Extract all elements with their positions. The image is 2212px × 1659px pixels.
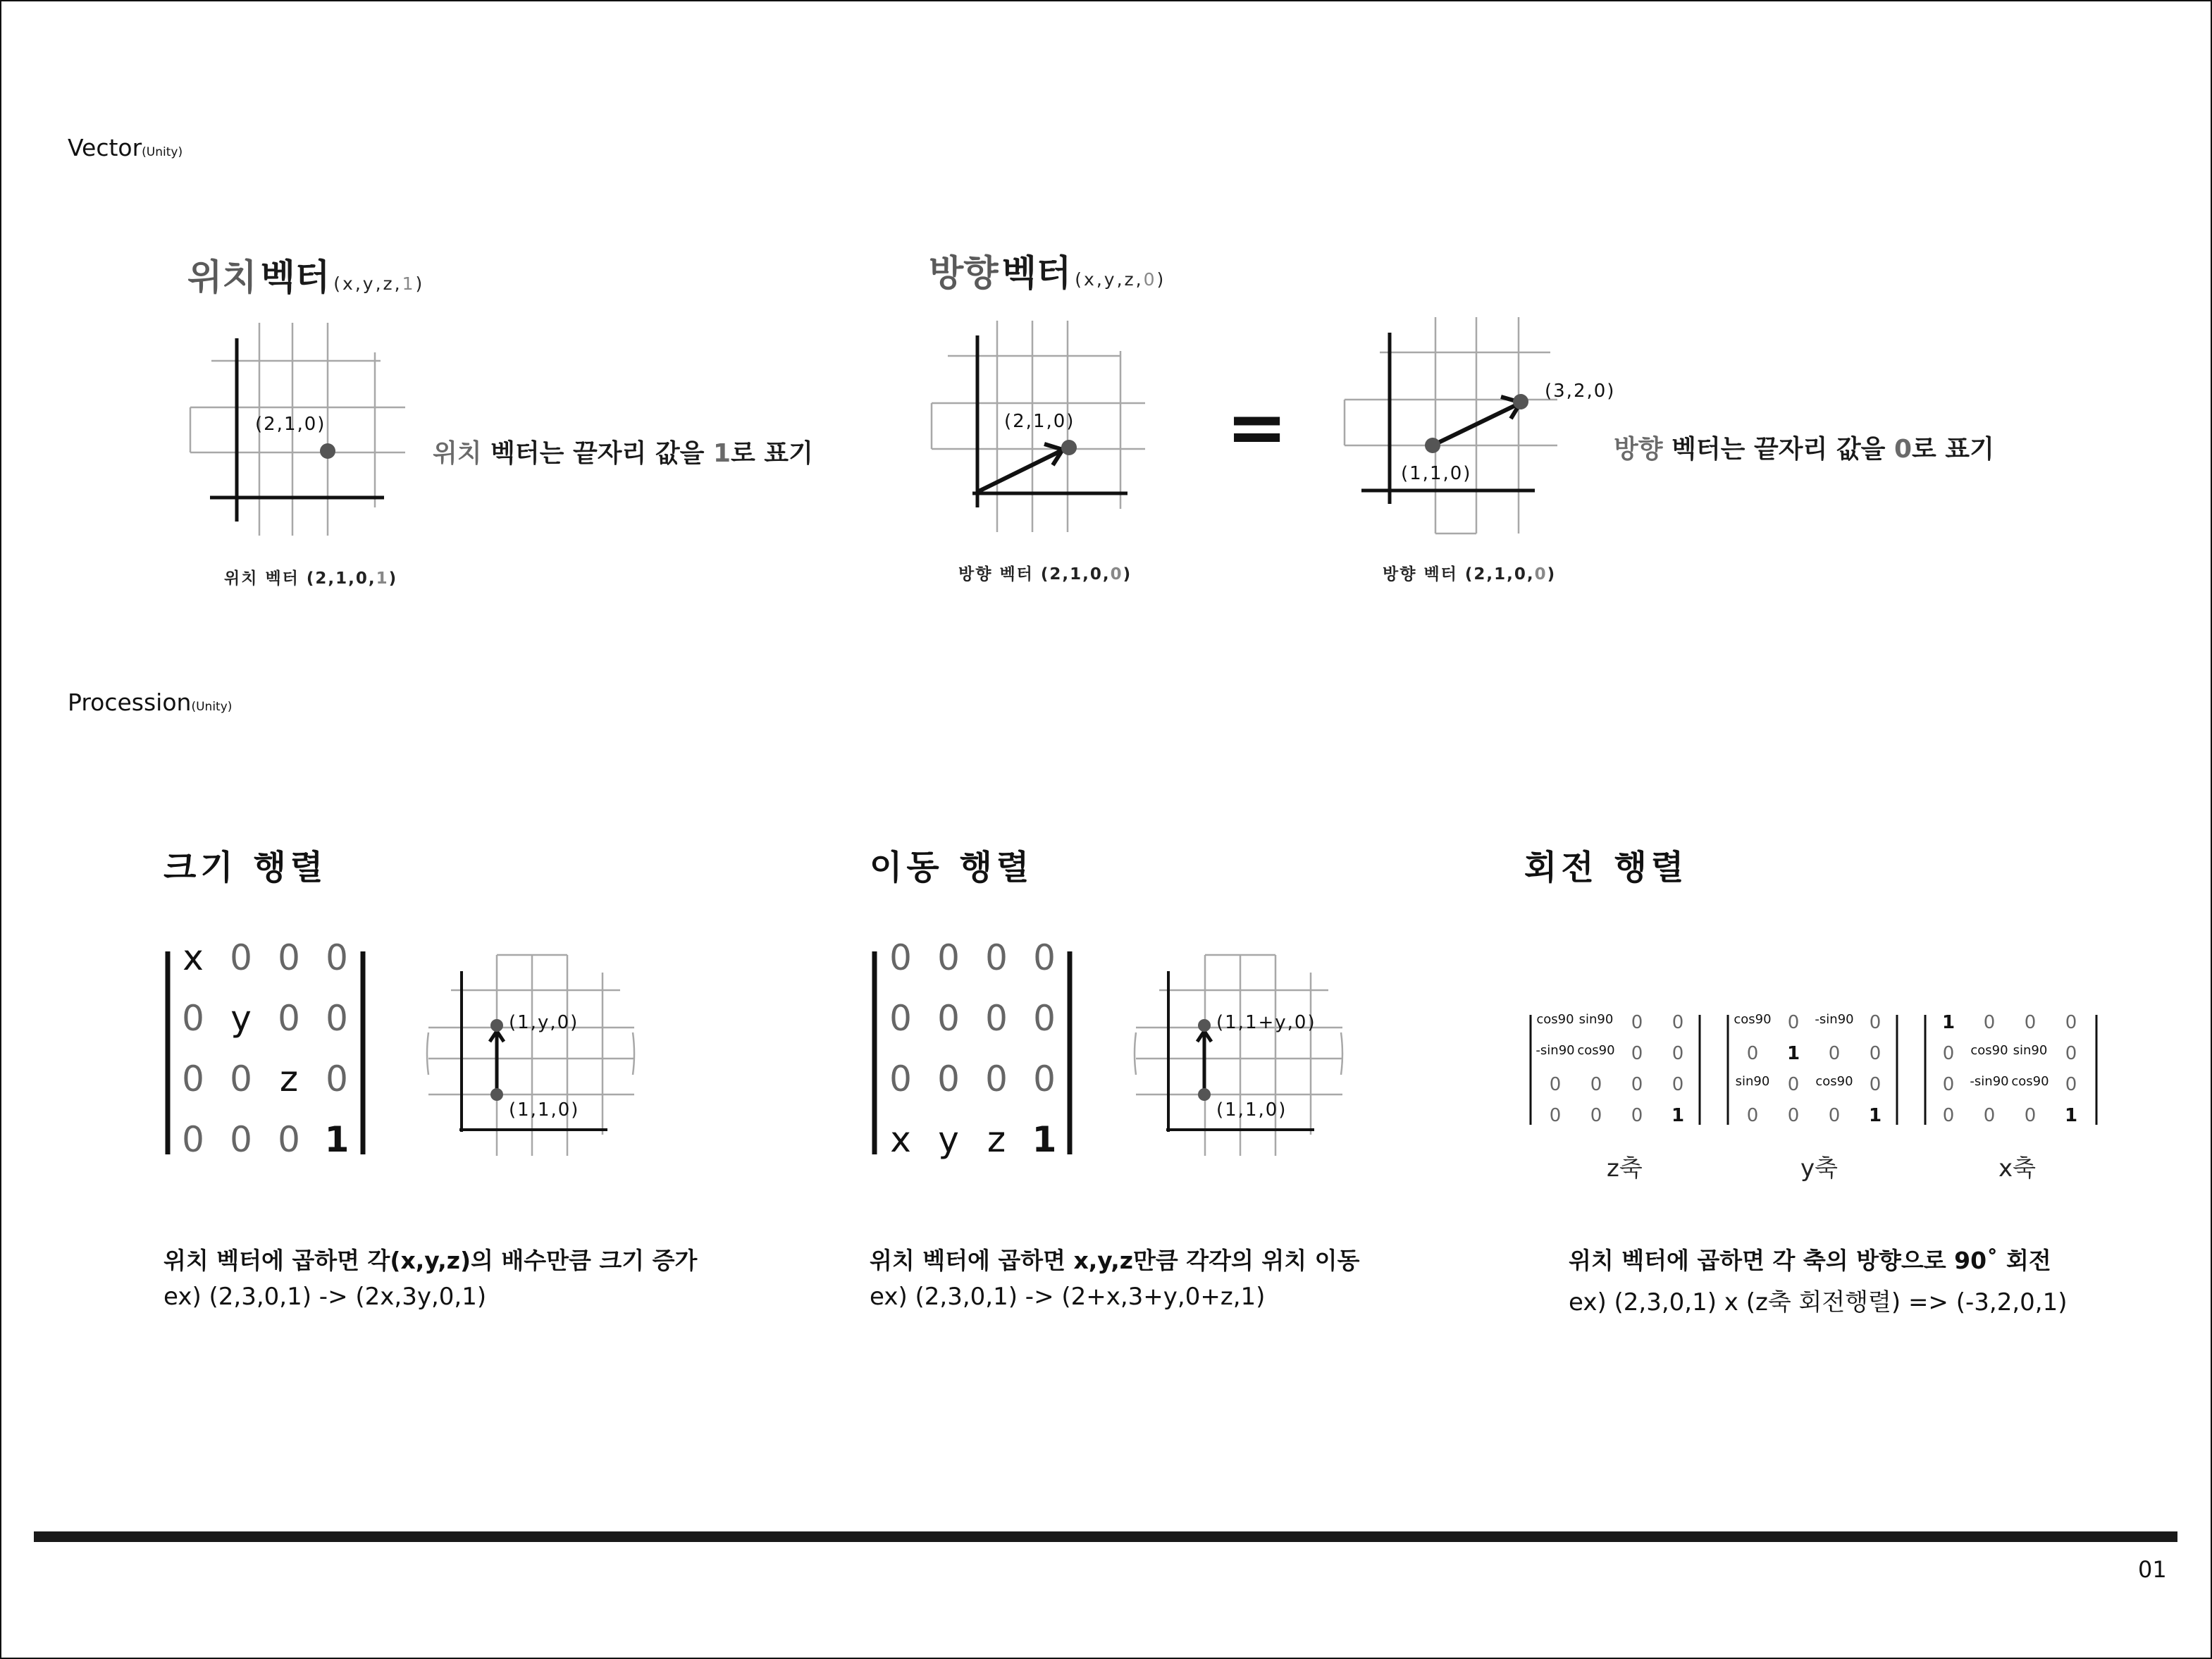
rotation-y-label: y축 [1800,1154,1838,1183]
matrix-cell: 0 [985,937,1008,978]
matrix-cell: x [183,937,204,978]
matrix-cell: 0 [2065,1074,2077,1095]
direction-left-point [1061,440,1077,455]
translation-example: ex) (2,3,0,1) -> (2+x,3+y,0+z,1) [870,1283,1266,1311]
matrix-cell: 1 [1941,1012,1955,1033]
direction-right-start-point [1425,438,1440,453]
matrix-cell: 0 [278,937,300,978]
matrix-cell: 1 [2064,1105,2078,1126]
matrix-cell: 0 [1869,1074,1882,1095]
translation-bottom-point [1198,1088,1211,1101]
matrix-cell: 0 [1942,1043,1955,1064]
direction-note: 방향 벡터는 끝자리 값을 0로 표기 [1614,435,1994,464]
rotation-matrix-title: 회전 행렬 [1524,848,1688,887]
matrix-cell: 0 [326,937,348,978]
matrix-cell: 0 [230,1059,252,1099]
rotation-example: ex) (2,3,0,1) x (z축 회전행렬) => (-3,2,0,1) [1569,1288,2068,1316]
direction-right-end-label: (3,2,0) [1545,381,1616,402]
matrix-cell: 0 [1746,1105,1759,1126]
matrix-cell: 0 [1828,1105,1841,1126]
matrix-cell: 0 [182,998,204,1039]
matrix-cell: y [230,998,252,1039]
matrix-cell: cos90 [1536,1012,1574,1027]
scale-example: ex) (2,3,0,1) -> (2x,3y,0,1) [163,1283,487,1311]
matrix-cell: 0 [326,1059,348,1099]
matrix-cell: 0 [182,1119,204,1160]
matrix-cell: 0 [1869,1012,1882,1033]
matrix-cell: 0 [1549,1074,1562,1095]
matrix-cell: 0 [1746,1043,1759,1064]
scale-graph [427,955,634,1156]
matrix-cell: sin90 [1735,1074,1770,1089]
translation-top-point [1198,1019,1211,1032]
matrix-cell: 0 [1631,1105,1643,1126]
matrix-cell: 0 [2065,1043,2077,1064]
matrix-cell: 0 [1631,1043,1643,1064]
matrix-cell: 1 [1032,1119,1057,1160]
position-vector-heading: 위치 벡터 (x,y,z,1) [187,257,425,299]
matrix-cell: sin90 [2013,1043,2048,1058]
matrix-cell: cos90 [2011,1074,2049,1089]
matrix-cell: 0 [937,998,960,1039]
translation-bottom-label: (1,1,0) [1216,1099,1287,1121]
matrix-cell: 0 [1631,1012,1643,1033]
matrix-cell: cos90 [1815,1074,1853,1089]
matrix-cell: 0 [1869,1043,1882,1064]
matrix-cell: 1 [1868,1105,1882,1126]
scale-matrix-title: 크기 행렬 [163,848,328,887]
matrix-cell: 0 [985,998,1008,1039]
scale-description: 위치 벡터에 곱하면 각(x,y,z)의 배수만큼 크기 증가 [163,1247,698,1274]
direction-right-graph [1345,317,1557,534]
scale-top-label: (1,y,0) [509,1012,579,1033]
matrix-cell: -sin90 [1536,1043,1575,1058]
scale-top-point [490,1019,503,1032]
footer-bar [34,1531,2177,1542]
rotation-z-label: z축 [1607,1154,1643,1183]
matrix-cell: 1 [1786,1043,1800,1064]
matrix-cell: 0 [1787,1012,1800,1033]
matrix-cell: 0 [1983,1012,1996,1033]
matrix-cell: -sin90 [1815,1012,1854,1027]
position-note: 위치 벡터는 끝자리 값을 1로 표기 [433,439,813,468]
matrix-cell: 1 [324,1119,350,1160]
matrix-cell: 0 [182,1059,204,1099]
page-number: 01 [2138,1556,2167,1583]
equals-sign: = [1226,384,1288,470]
matrix-cell: 0 [1672,1074,1684,1095]
matrix-cell: z [279,1059,299,1099]
matrix-cell: 0 [1942,1074,1955,1095]
matrix-cell: z [987,1119,1006,1160]
position-point-label: (2,1,0) [255,414,326,435]
rotation-x-label: x축 [1998,1154,2036,1183]
matrix-cell: cos90 [1734,1012,1772,1027]
matrix-cell: 0 [278,1119,300,1160]
matrix-cell: 0 [1033,1059,1056,1099]
translation-top-label: (1,1+y,0) [1216,1012,1316,1033]
direction-right-end-point [1513,394,1528,409]
matrix-cell: 0 [230,937,252,978]
translation-description: 위치 벡터에 곱하면 x,y,z만큼 각각의 위치 이동 [870,1247,1360,1274]
matrix-cell: 0 [1590,1105,1602,1126]
matrix-cell: 0 [985,1059,1008,1099]
scale-bottom-label: (1,1,0) [509,1099,580,1121]
section-title-vector: Vector(Unity) [68,134,183,161]
matrix-cell: 0 [937,1059,960,1099]
direction-left-caption: 방향 벡터 (2,1,0,0) [958,565,1132,584]
matrix-cell: 0 [1033,998,1056,1039]
matrix-cell: 0 [230,1119,252,1160]
matrix-cell: 0 [2024,1012,2037,1033]
matrix-cell: 0 [2024,1105,2037,1126]
matrix-cell: 0 [937,937,960,978]
matrix-cell: 0 [1983,1105,1996,1126]
direction-left-arrow [977,451,1061,492]
scale-bottom-point [490,1088,503,1101]
direction-left-point-label: (2,1,0) [1004,411,1075,432]
position-point [320,443,335,459]
direction-vector-heading: 방향 벡터 (x,y,z,0) [929,253,1166,295]
direction-right-start-label: (1,1,0) [1401,463,1472,484]
matrix-cell: 0 [1787,1074,1800,1095]
matrix-cell: cos90 [1577,1043,1615,1058]
translation-matrix-title: 이동 행렬 [870,848,1034,887]
matrix-cell: sin90 [1578,1012,1614,1027]
matrix-cell: 0 [889,937,912,978]
direction-right-caption: 방향 벡터 (2,1,0,0) [1383,565,1557,584]
matrix-cell: 0 [889,998,912,1039]
translation-graph [1135,955,1342,1156]
matrix-cell: 0 [1828,1043,1841,1064]
matrix-cell: 0 [1672,1012,1684,1033]
section-title-procession: Procession(Unity) [68,689,233,716]
matrix-cell: 0 [889,1059,912,1099]
matrix-cell: 0 [1033,937,1056,978]
matrix-cell: x [890,1119,911,1160]
matrix-cell: -sin90 [1970,1074,2009,1089]
matrix-cell: 0 [1590,1074,1602,1095]
matrix-cell: 0 [1787,1105,1800,1126]
matrix-cell: 0 [1549,1105,1562,1126]
matrix-cell: 0 [2065,1012,2077,1033]
matrix-cell: 1 [1671,1105,1685,1126]
matrix-cell: 0 [278,998,300,1039]
matrix-cell: 0 [326,998,348,1039]
matrix-cell: 0 [1672,1043,1684,1064]
rotation-description: 위치 벡터에 곱하면 각 축의 방향으로 90˚ 회전 [1569,1247,2051,1274]
matrix-cell: 0 [1942,1105,1955,1126]
position-caption: 위치 벡터 (2,1,0,1) [224,569,398,588]
matrix-cell: 0 [1631,1074,1643,1095]
matrix-cell: cos90 [1970,1043,2008,1058]
matrix-cell: y [938,1119,959,1160]
